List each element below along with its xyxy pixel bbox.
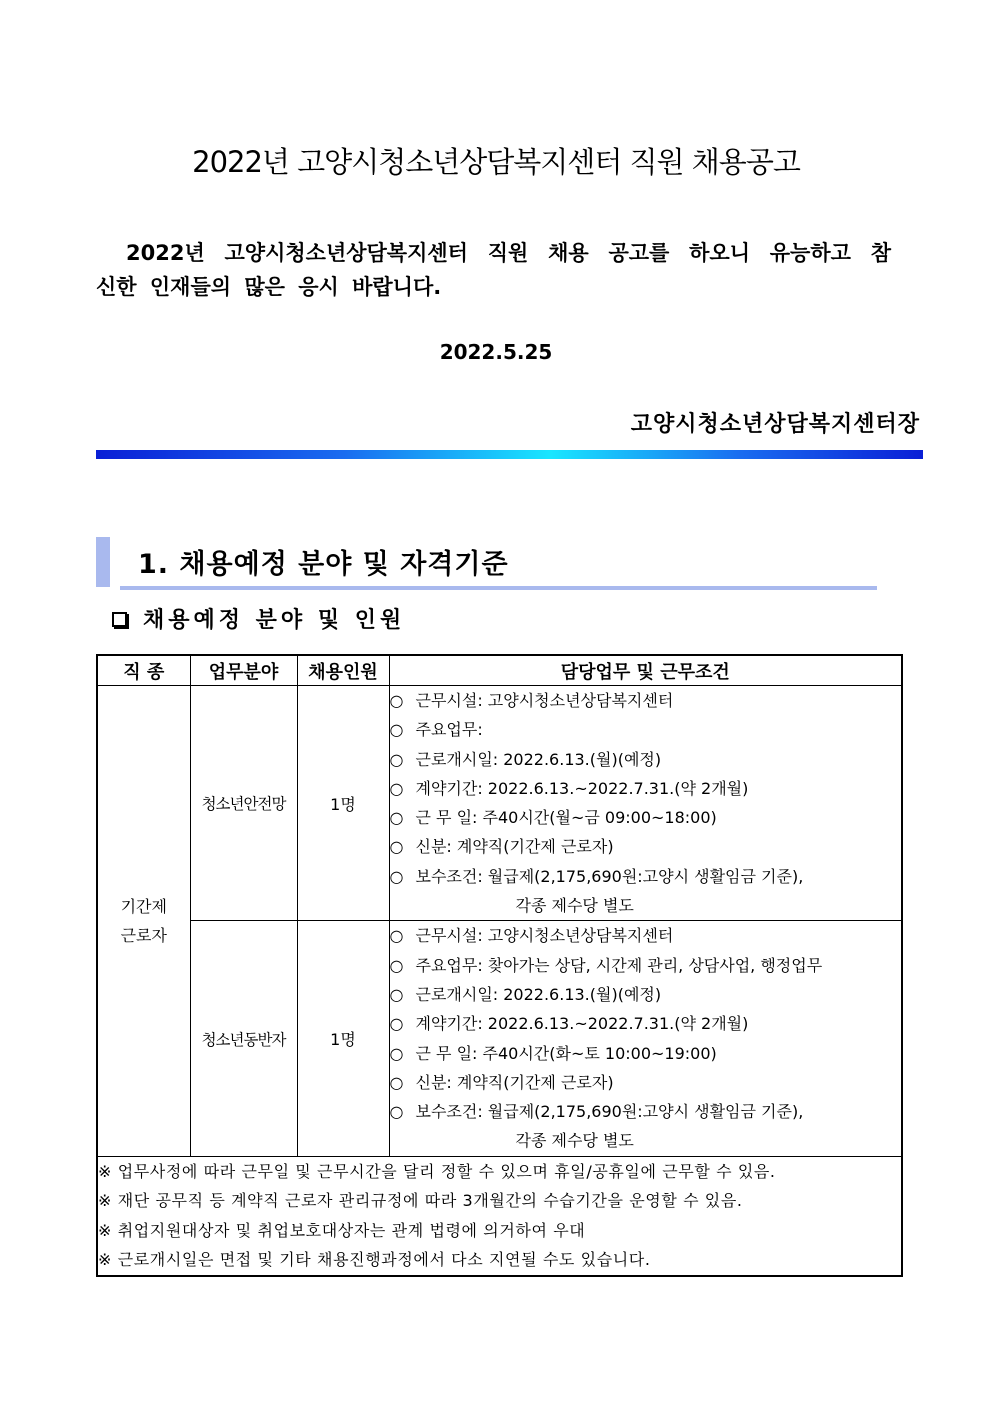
job-type-line-2: 근로자 [120, 925, 167, 945]
header-job-type: 직 종 [97, 655, 190, 686]
duty-line: ○ 보수조건: 월급제(2,175,690원:고양시 생활임금 기준), [389, 1102, 804, 1122]
duties-cell [389, 921, 902, 1156]
duty-line: ○ 근무시설: 고양시청소년상담복지센터 [389, 691, 674, 710]
section-marker [96, 537, 110, 587]
header-count: 채용인원 [297, 655, 389, 686]
duty-continuation: 각종 제수당 별도 [515, 896, 634, 916]
duty-line: ○ 근로개시일: 2022.6.13.(월)(예정) [389, 984, 662, 1004]
duty-line: ○ 근로개시일: 2022.6.13.(월)(예정) [389, 749, 662, 769]
document-title: 2022년 고양시청소년상담복지센터 직원 채용공고 [192, 145, 800, 179]
job-type-line-1: 기간제 [120, 896, 167, 916]
duty-line: ○ 주요업무: [389, 720, 483, 740]
announcement-date: 2022.5.25 [439, 340, 553, 364]
section-title: 1. 채용예정 분야 및 자격기준 [138, 549, 509, 580]
intro-line-1: 2022년 고양시청소년상담복지센터 직원 채용 공고를 하오니 유능하고 참 [126, 241, 891, 265]
note-line: ※ 근로개시일은 면접 및 기타 채용진행과정에서 다소 지연될 수도 있습니다. [98, 1250, 651, 1270]
duty-line: ○ 신분: 계약직(기간제 근로자) [389, 1072, 614, 1092]
subsection-title: 채용예정 분야 및 인원 [143, 608, 406, 633]
field-cell: 청소년동반자 [190, 921, 297, 1156]
gradient-divider [96, 450, 923, 459]
count-cell: 1명 [297, 686, 389, 921]
duty-line: ○ 주요업무: 찾아가는 상담, 시간제 관리, 상담사업, 행정업무 [389, 955, 823, 975]
table-header-row [97, 655, 902, 686]
intro-line-2: 신한 인재들의 많은 응시 바랍니다. [96, 275, 442, 299]
recruitment-table [96, 654, 903, 1277]
duty-line: ○ 계약기간: 2022.6.13.~2022.7.31.(약 2개월) [389, 1014, 749, 1034]
duty-line: ○ 보수조건: 월급제(2,175,690원:고양시 생활임금 기준), [389, 866, 804, 886]
notes-cell [97, 1156, 902, 1276]
duty-continuation: 각종 제수당 별도 [515, 1131, 634, 1151]
duty-line: ○ 신분: 계약직(기간제 근로자) [389, 837, 614, 857]
note-line: ※ 취업지원대상자 및 취업보호대상자는 관계 법령에 의거하여 우대 [98, 1220, 586, 1240]
intro-paragraph [96, 236, 891, 304]
table-row [97, 921, 902, 1156]
header-duties: 담당업무 및 근무조건 [389, 655, 902, 686]
duty-line: ○ 근 무 일: 주40시간(월~금 09:00~18:00) [389, 808, 717, 828]
duty-line: ○ 근 무 일: 주40시간(화~토 10:00~19:00) [389, 1043, 717, 1063]
note-line: ※ 재단 공무직 등 계약직 근로자 관리규정에 따라 3개월간의 수습기간을 운영할 수 있음. [98, 1191, 743, 1211]
count-cell: 1명 [297, 921, 389, 1156]
duties-cell [389, 686, 902, 921]
job-type-cell [97, 686, 190, 1157]
notes-row [97, 1156, 902, 1276]
table-row [97, 686, 902, 921]
header-field: 업무분야 [190, 655, 297, 686]
duty-line: ○ 근무시설: 고양시청소년상담복지센터 [389, 926, 674, 946]
duty-line: ○ 계약기간: 2022.6.13.~2022.7.31.(약 2개월) [389, 778, 749, 798]
field-cell: 청소년안전망 [190, 686, 297, 921]
section-underline [120, 586, 877, 590]
issuer-name: 고양시청소년상담복지센터장 [630, 412, 920, 437]
note-line: ※ 업무사정에 따라 근무일 및 근무시간을 달리 정할 수 있으며 휴일/공휴일에 근무할 수 있음. [98, 1161, 776, 1181]
checkbox-square-icon [112, 612, 127, 627]
